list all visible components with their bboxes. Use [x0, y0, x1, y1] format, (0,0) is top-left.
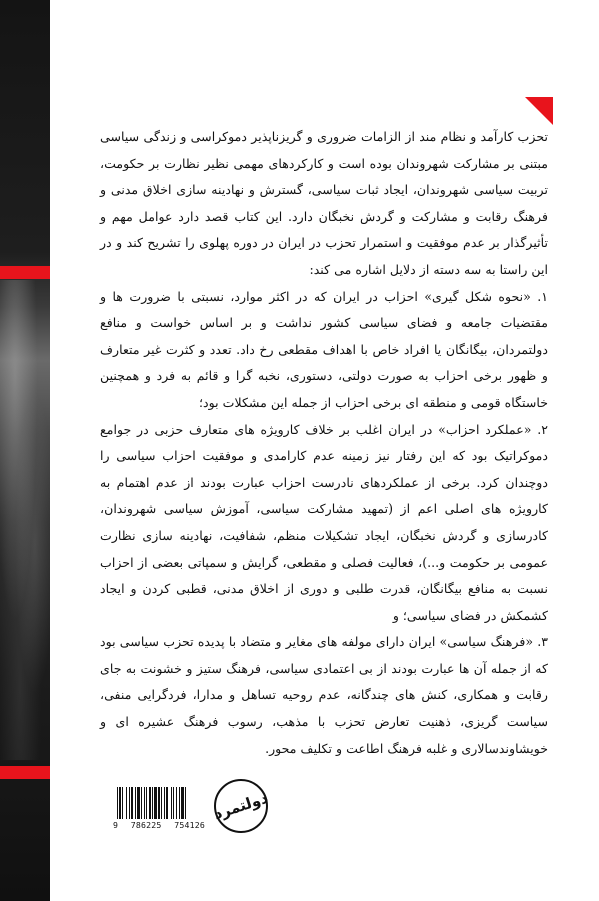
- intro-paragraph: تحزب کارآمد و نظام مند از الزامات ضروری و گریزناپذیر دموکراسی و زندگی سیاسی مبتنی بر مشارکت شهروندان بوده است و کارکردهای مهمی نظیر نظارت بر حکومت، تربیت سیاسی شهروندان، ایجاد ثبات سیاسی، گسترش و نهادینه سازی اخلاق مدنی و فرهنگ رقابت و مشارکت و گردش نخبگان دارد. این کتاب قصد دارد عوامل مهم و تأثیرگذار بر عدم موفقیت و استمرار تحزب در ایران در دوره پهلوی را تشریح کند و در این راستا به سه دسته از دلایل اشاره می کند:: [100, 129, 548, 277]
- back-cover-text: [100, 124, 548, 762]
- spine-photo-texture: [0, 280, 50, 760]
- spine-red-band-top: [0, 266, 50, 279]
- barcode-digits-right: 754126: [174, 820, 205, 830]
- spine-red-band-bottom: [0, 766, 50, 779]
- point-2-paragraph: ۲. «عملکرد احزاب» در ایران اغلب بر خلاف کارویژه های متعارف حزبی در جوامع دموکراتیک بود که این رفتار نیز زمینه عدم کارامدی و موفقیت احزاب سیاسی را دوچندان کرد. برخی از عملکردهای نادرست احزاب عبارت بودند از عدم اهتمام به کارویژه های اصلی اعم از (تمهید مشارکت سیاسی، آموزش سیاسی شهروندان، کادرسازی و گردش نخبگان، ایجاد تشکیلات منظم، شفافیت، نهادینه سازی نظارت عمومی بر حکومت و...)، فعالیت فصلی و مقطعی، گرایش و سمپاتی بعضی از احزاب نسبت به منافع بیگانگان، قدرت طلبی و دوری از اخلاق مدنی، قطبی کردن و ایجاد کشمکش در فضای سیاسی؛ و: [100, 421, 548, 623]
- red-corner-triangle: [525, 97, 553, 125]
- publisher-logo: [211, 779, 271, 833]
- barcode-digits-left: 786225: [130, 820, 162, 830]
- isbn-barcode: [113, 787, 205, 845]
- barcode-digits: [113, 820, 205, 830]
- point-1-paragraph: ۱. «نحوه شکل گیری» احزاب در ایران که در اکثر موارد، نسبتی با ضرورت ها و مقتضیات جامعه و فضای سیاسی کشور نداشت و بر اساس خواست و منافع دولتمردان، بیگانگان یا افراد خاص با اهداف مقطعی رخ داد. تعدد و کثرت غیر متعارف و ظهور برخی احزاب به صورت دولتی، دستوری، نخبه گرا و قائم به فرد و همچنین خاستگاه قومی و منطقه ای برخی احزاب از جمله این مشکلات بود؛: [100, 288, 548, 410]
- barcode-bars: [113, 787, 205, 821]
- point-3-paragraph: ۳. «فرهنگ سیاسی» ایران دارای مولفه های مغایر و متضاد با پدیده تحزب سیاسی بود که از جمله آن ها عبارت بودند از بی اعتمادی سیاسی، فرهنگ ستیز و خشونت به جای رقابت و همکاری، کنش های چندگانه، عدم روحیه تساهل و مدارا، فردگرایی منفی، سیاست گریزی، ذهنیت تعارض تحزب با مذهب، رسوب فرهنگ عشیره ای و خویشاوندسالاری و غلبه فرهنگ اطاعت و تکلیف محور.: [100, 634, 548, 756]
- barcode-digit-prefix: 9: [113, 820, 119, 830]
- publisher-logo-text: دولتمرد: [211, 788, 271, 824]
